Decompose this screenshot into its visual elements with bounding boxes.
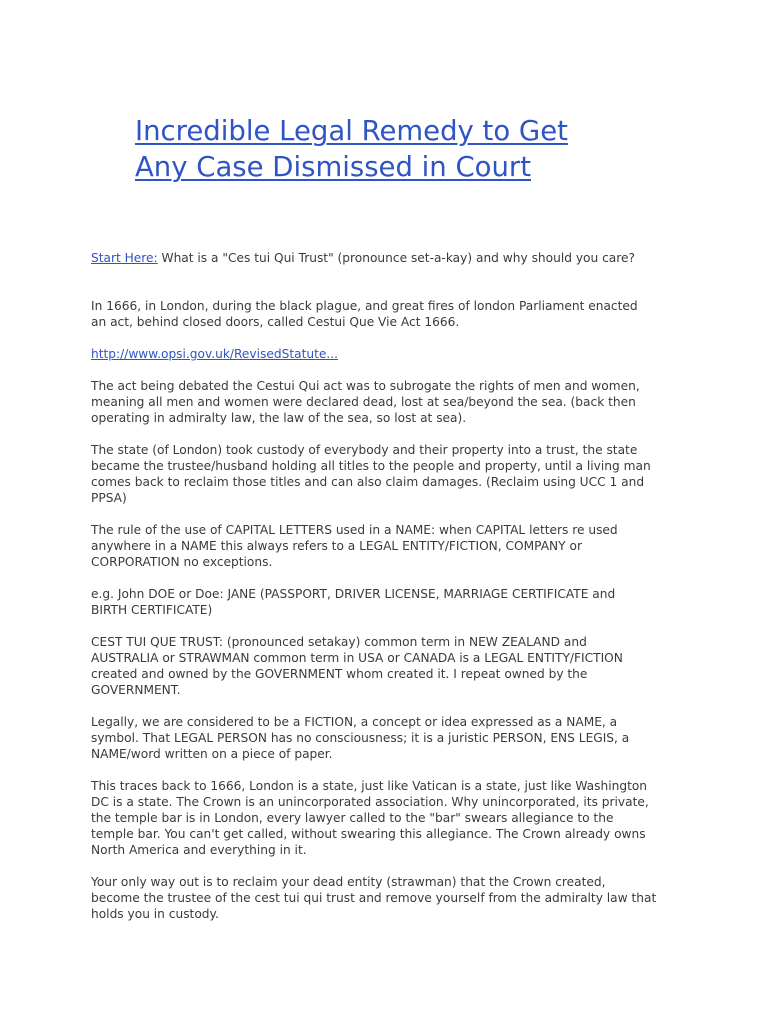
paragraph-line: NAME/word written on a piece of paper. [91,747,333,761]
paragraph-line: North America and everything in it. [91,843,307,857]
paragraph-line: symbol. That LEGAL PERSON has no consciousness; it is a juristic PERSON, ENS LEGIS, a [91,731,630,745]
body-paragraph [91,298,691,330]
body-paragraph [91,586,691,618]
paragraph-line: become the trustee of the cest tui qui trust and remove yourself from the admiralty law that [91,891,657,905]
paragraph-line: anywhere in a NAME this always refers to a LEGAL ENTITY/FICTION, COMPANY or [91,539,582,553]
paragraph-line: Your only way out is to reclaim your dead entity (strawman) that the Crown created, [91,875,606,889]
paragraph-line: PPSA) [91,491,127,505]
title-line-1: Incredible Legal Remedy to Get [135,115,568,147]
paragraph-line: GOVERNMENT. [91,683,181,697]
statute-link[interactable]: http://www.opsi.gov.uk/RevisedStatute... [91,347,339,361]
paragraph-line: e.g. John DOE or Doe: JANE (PASSPORT, DRIVER LICENSE, MARRIAGE CERTIFICATE and [91,587,616,601]
body-paragraph [91,874,691,922]
paragraph-line: an act, behind closed doors, called Cestui Que Vie Act 1666. [91,315,460,329]
paragraph-line: holds you in custody. [91,907,219,921]
paragraph-line: became the trustee/husband holding all titles to the people and property, until a living man [91,459,651,473]
body-paragraph [91,634,691,698]
title-line-2: Any Case Dismissed in Court [135,151,531,183]
intro-question: What is a "Ces tui Qui Trust" (pronounce set-a-kay) and why should you care? [157,251,635,265]
intro-line [91,250,691,266]
paragraph-line: CORPORATION no exceptions. [91,555,273,569]
body-paragraph [91,714,691,762]
body-paragraph [91,522,691,570]
paragraph-line: CEST TUI QUE TRUST: (pronounced setakay) common term in NEW ZEALAND and [91,635,587,649]
paragraph-line: temple bar. You can't get called, without swearing this allegiance. The Crown already owns [91,827,646,841]
statute-link-paragraph [91,346,691,362]
paragraph-line: BIRTH CERTIFICATE) [91,603,213,617]
body-paragraph [91,378,691,426]
article-body [91,250,691,938]
paragraphs-container [91,378,691,922]
paragraph-line: In 1666, in London, during the black plague, and great fires of london Parliament enacted [91,299,638,313]
paragraph-line: DC is a state. The Crown is an unincorporated association. Why unincorporated, its private, [91,795,649,809]
paragraph-line: AUSTRALIA or STRAWMAN common term in USA or CANADA is a LEGAL ENTITY/FICTION [91,651,623,665]
body-paragraph [91,442,691,506]
article-title [135,113,695,185]
paragraph-line: This traces back to 1666, London is a state, just like Vatican is a state, just like Washington [91,779,648,793]
paragraph-line: created and owned by the GOVERNMENT whom created it. I repeat owned by the [91,667,588,681]
paragraph-line: comes back to reclaim those titles and can also claim damages. (Reclaim using UCC 1 and [91,475,645,489]
paragraph-line: The act being debated the Cestui Qui act was to subrogate the rights of men and women, [91,379,640,393]
paragraph-line: The rule of the use of CAPITAL LETTERS used in a NAME: when CAPITAL letters re used [91,523,618,537]
paragraph-line: operating in admiralty law, the law of the sea, so lost at sea). [91,411,467,425]
paragraph-line: meaning all men and women were declared dead, lost at sea/beyond the sea. (back then [91,395,636,409]
paragraph-line: the temple bar is in London, every lawyer called to the "bar" swears allegiance to the [91,811,614,825]
paragraph-line: Legally, we are considered to be a FICTION, a concept or idea expressed as a NAME, a [91,715,618,729]
start-here-link[interactable]: Start Here: [91,251,158,265]
body-paragraph [91,778,691,858]
paragraph-line: The state (of London) took custody of everybody and their property into a trust, the state [91,443,638,457]
paragraph-slot-0 [91,298,691,330]
